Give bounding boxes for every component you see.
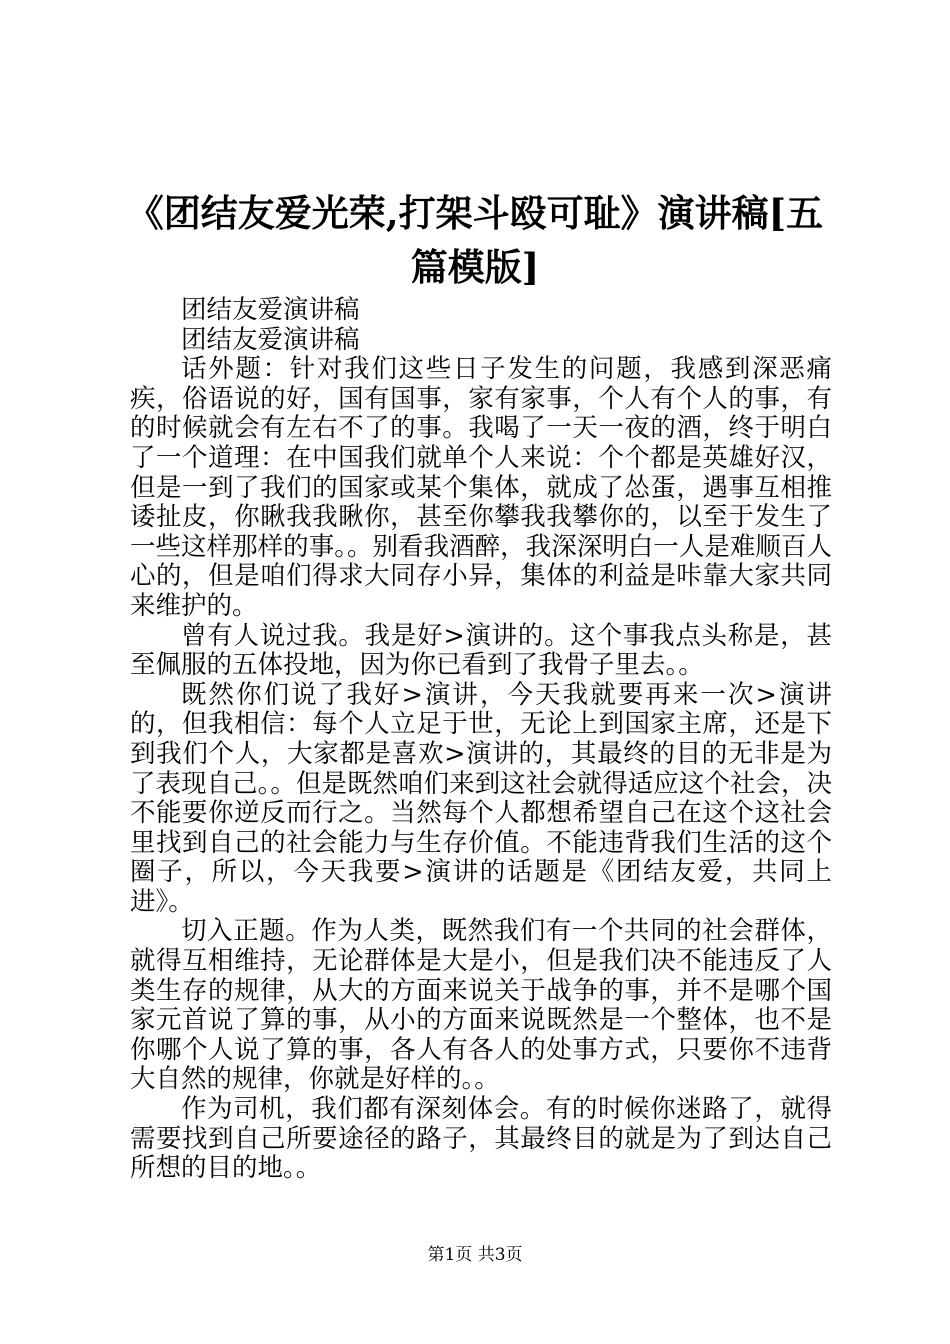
page-number-footer: 第1页 共3页 — [427, 1245, 523, 1265]
paragraph-subtitle-2: 团结友爱演讲稿 — [181, 324, 360, 355]
paragraph-1: 话外题：针对我们这些日子发生的问题，我感到深恶痛疾，俗语说的好，国有国事，家有家事，个人有个人的事，有的时候就会有左右不了的事。我喝了一天一夜的酒，终于明白了一个道理：在中国我们就单个人来说：个个都是英雄好汉，但是一到了我们的国家或某个集体，就成了怂蛋，遇事互相推诿扯皮，你瞅我我瞅你，甚至你攀我我攀你的，以至于发生了一些这样那样的事。。别看我酒醉，我深深明白一人是难顺百人心的，但是咱们得求大同存小异，集体的利益是咔靠大家共同来维护的。 — [130, 354, 832, 621]
document-body — [130, 296, 832, 1184]
paragraph-3: 既然你们说了我好>演讲，今天我就要再来一次>演讲的，但我相信：每个人立足于世，无论上到国家主席，还是下到我们个人，大家都是喜欢>演讲的，其最终的目的无非是为了表现自己。。但是既然咱们来到这社会就得适应这个社会，决不能要你逆反而行之。当然每个人都想希望自己在这个这社会里找到自己的社会能力与生存价值。不能违背我们生活的这个圈子，所以，今天我要>演讲的话题是《团结友爱，共同上进》。 — [130, 679, 832, 917]
paragraph-5: 作为司机，我们都有深刻体会。有的时候你迷路了，就得需要找到自己所要途径的路子，其最终目的就是为了到达自己所想的目的地。。 — [130, 1094, 832, 1184]
document-title: 《团结友爱光荣,打架斗殴可耻》演讲稿[五篇模版] — [126, 191, 824, 289]
paragraph-4: 切入正题。作为人类，既然我们有一个共同的社会群体，就得互相维持，无论群体是大是小，但是我们决不能违反了人类生存的规律，从大的方面来说关于战争的事，并不是哪个国家元首说了算的事，从小的方面来说既然是一个整体，也不是你哪个人说了算的事，各人有各人的处事方式，只要你不违背大自然的规律，你就是好样的。。 — [130, 916, 832, 1095]
paragraph-2: 曾有人说过我。我是好>演讲的。这个事我点头称是，甚至佩服的五体投地，因为你已看到了我骨子里去。。 — [130, 620, 832, 681]
paragraph-subtitle-1: 团结友爱演讲稿 — [181, 295, 360, 325]
